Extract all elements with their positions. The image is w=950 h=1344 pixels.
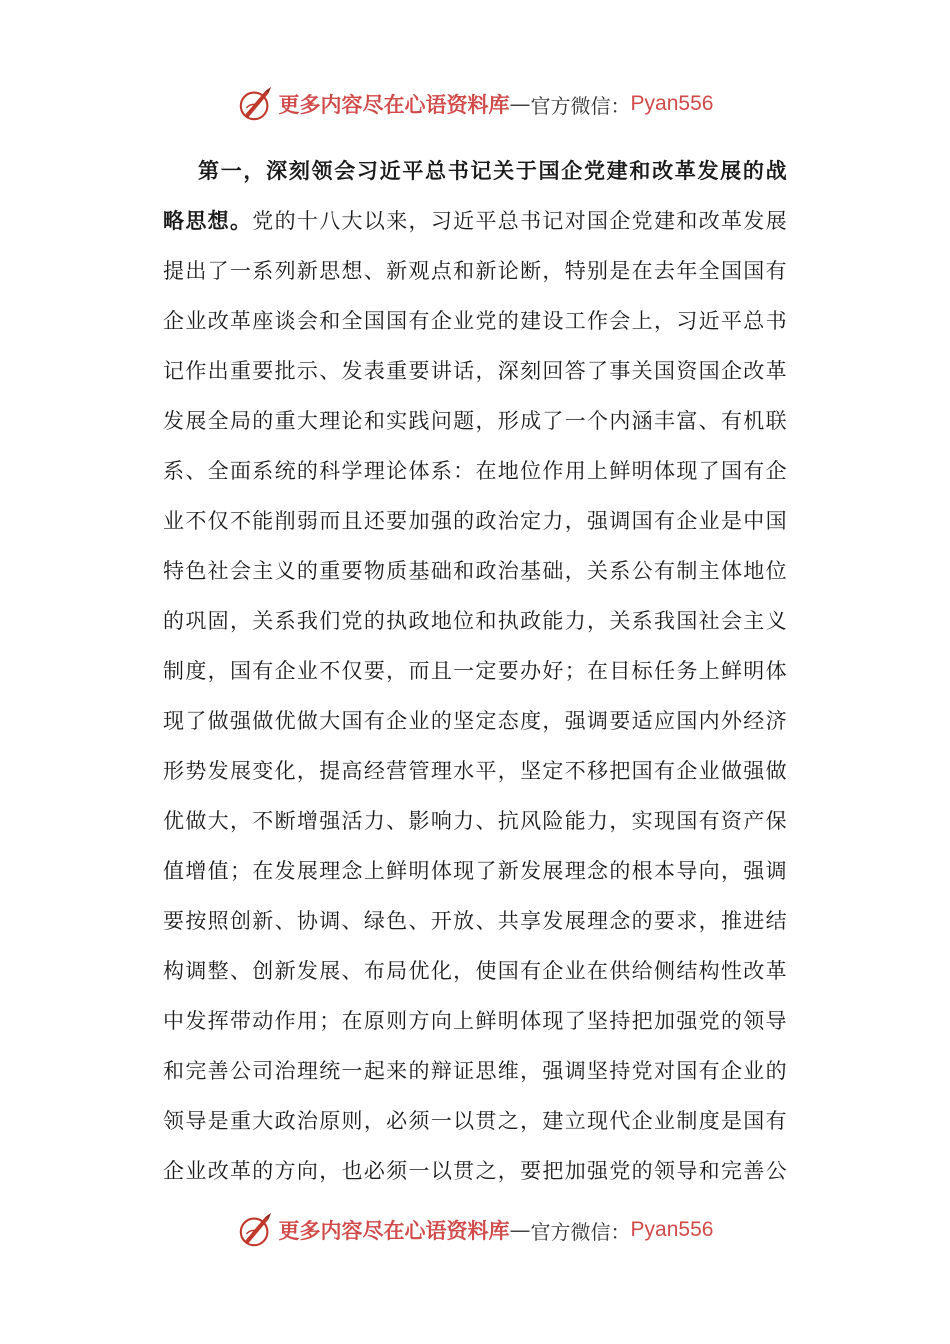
body-line [163,896,787,946]
watermark-wechat-label: 官方微信： [530,1219,631,1244]
watermark-banner-inner [237,85,714,123]
body-line [163,346,787,396]
body-line-text: 形势发展变化，提高经营管理水平，坚定不移把国有企业做强做 [163,759,787,783]
body-line-text: 构调整、创新发展、布局优化，使国有企业在供给侧结构性改革 [163,959,787,983]
watermark-dash: — [509,92,531,116]
body-line [163,696,787,746]
watermark-text: 更多内容尽在心语资料库 [278,92,510,117]
watermark-wechat-id: Pyan556 [630,1218,714,1241]
body-line-text: 中发挥带动作用；在原则方向上鲜明体现了坚持把加强党的领导 [163,1009,787,1033]
body-line [163,746,787,796]
body-line [163,396,787,446]
body-line-text: 和完善公司治理统一起来的辩证思维，强调坚持党对国有企业的 [163,1059,787,1083]
body-line-text: 提出了一系列新思想、新观点和新论断，特别是在去年全国国有 [163,259,787,283]
body-line [163,1096,787,1146]
body-line [163,1046,787,1096]
body-line-text: 记作出重要批示、发表重要讲话，深刻回答了事关国资国企改革 [163,359,787,383]
body-line-text: 党的十八大以来，习近平总书记对国企党建和改革发展 [252,209,787,233]
body-line [163,296,787,346]
body-line [163,596,787,646]
body-line [163,546,787,596]
body-line [163,846,787,896]
body-line [163,946,787,996]
body-line-text: 值增值；在发展理念上鲜明体现了新发展理念的根本导向，强调 [163,859,787,883]
body-line-text: 领导是重大政治原则，必须一以贯之，建立现代企业制度是国有 [163,1109,787,1133]
body-line-text: 现了做强做优做大国有企业的坚定态度，强调要适应国内外经济 [163,709,787,733]
body-line-bold: 略思想。 [163,208,253,233]
body-line [163,496,787,546]
body-line-text: 企业改革的方向，也必须一以贯之，要把加强党的领导和完善公 [163,1159,787,1183]
watermark-banner-top [0,82,950,126]
body-line-text: 制度，国有企业不仅要，而且一定要办好；在目标任务上鲜明体 [163,659,787,683]
body-line-text: 企业改革座谈会和全国国有企业党的建设工作会上，习近平总书 [163,309,787,333]
body-line-text: 的巩固，关系我们党的执政地位和执政能力，关系我国社会主义 [163,609,787,633]
watermark-banner-bottom [0,1208,950,1252]
body-line-text: 特色社会主义的重要物质基础和政治基础，关系公有制主体地位 [163,559,787,583]
document-body [163,146,787,1196]
body-line-text: 发展全局的重大理论和实践问题，形成了一个内涵丰富、有机联 [163,409,787,433]
body-line [163,646,787,696]
watermark-wechat-id: Pyan556 [630,92,714,115]
body-line [163,446,787,496]
body-line-bold: 第一，深刻领会习近平总书记关于国企党建和改革发展的战 [198,158,787,183]
body-line-text: 业不仅不能削弱而且还要加强的政治定力，强调国有企业是中国 [163,509,787,533]
quill-circle-logo-icon [237,85,275,123]
body-line [163,196,787,246]
body-line-text: 要按照创新、协调、绿色、开放、共享发展理念的要求，推进结 [163,909,787,933]
body-line [163,246,787,296]
watermark-dash: — [509,1218,531,1242]
watermark-wechat-label: 官方微信： [530,93,631,118]
body-line [163,996,787,1046]
body-line [163,1146,787,1196]
body-line [163,146,787,196]
watermark-text: 更多内容尽在心语资料库 [278,1218,510,1243]
quill-circle-logo-icon [237,1211,275,1249]
body-line-text: 优做大，不断增强活力、影响力、抗风险能力，实现国有资产保 [163,809,787,833]
body-line [163,796,787,846]
body-line-text: 系、全面系统的科学理论体系：在地位作用上鲜明体现了国有企 [163,459,787,483]
watermark-banner-inner [237,1211,714,1249]
